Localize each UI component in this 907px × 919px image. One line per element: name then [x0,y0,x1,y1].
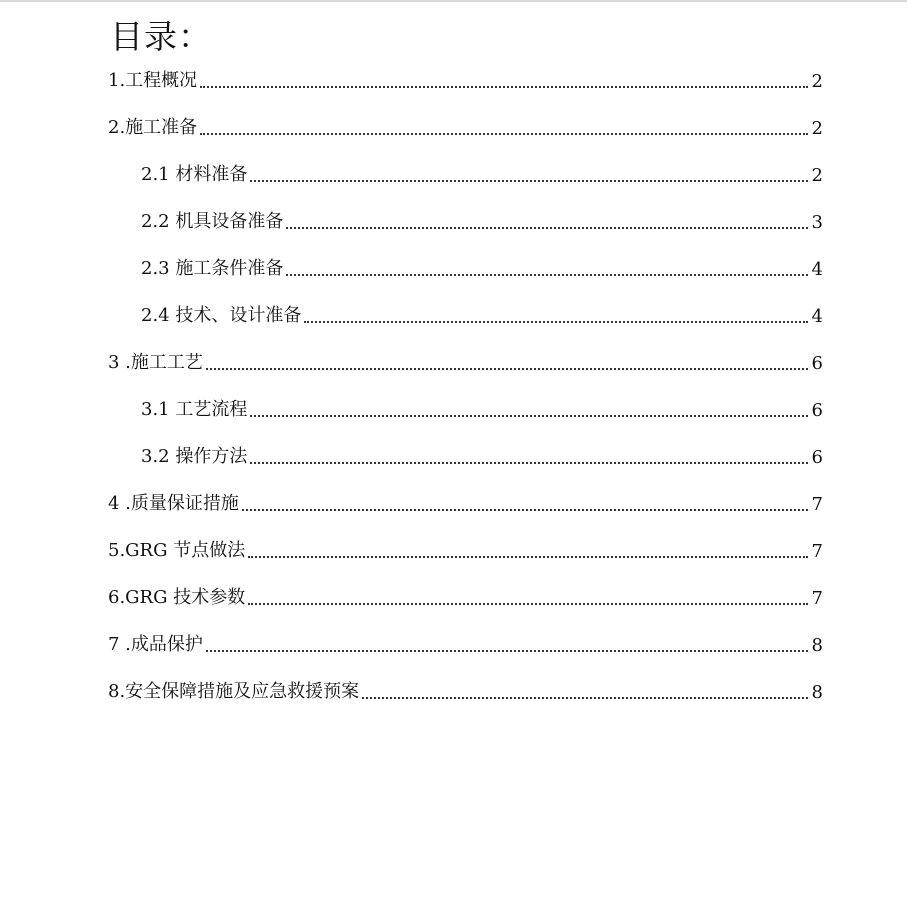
table-of-contents [108,14,823,711]
dot-leader [286,274,808,276]
toc-entry-label: 2.4 技术、设计准备 [141,305,302,326]
toc-page-number: 4 [811,259,823,280]
toc-page-number: 4 [811,306,823,327]
dot-leader [242,509,808,511]
toc-entry-label: 2.3 施工条件准备 [141,258,284,279]
toc-page-number: 2 [811,165,823,186]
toc-entry-5[interactable] [108,523,823,570]
page-top-border [0,0,907,2]
toc-entry-2-3[interactable] [108,241,823,288]
toc-entry-3[interactable] [108,335,823,382]
toc-entry-label: 7 .成品保护 [108,634,203,655]
toc-entry-3-2[interactable] [108,429,823,476]
dot-leader [248,603,808,605]
toc-page-number: 7 [811,588,823,609]
dot-leader [200,86,808,88]
toc-entry-label: 3 .施工工艺 [108,352,203,373]
toc-page-number: 2 [811,118,823,139]
toc-page-number: 6 [811,447,823,468]
toc-entry-3-1[interactable] [108,382,823,429]
toc-entry-2-2[interactable] [108,194,823,241]
toc-page-number: 6 [811,400,823,421]
toc-entry-6[interactable] [108,570,823,617]
toc-entry-2-1[interactable] [108,147,823,194]
dot-leader [250,415,808,417]
toc-entry-label: 6.GRG 技术参数 [108,587,246,608]
dot-leader [362,697,808,699]
toc-list [108,60,823,711]
toc-entry-label: 1.工程概况 [108,70,198,91]
toc-entry-label: 5.GRG 节点做法 [108,540,246,561]
toc-page-number: 2 [811,71,823,92]
toc-entry-8[interactable] [108,664,823,711]
toc-entry-7[interactable] [108,617,823,664]
dot-leader [250,180,808,182]
toc-entry-2-4[interactable] [108,288,823,335]
toc-page-number: 7 [811,494,823,515]
toc-entry-2[interactable] [108,100,823,147]
toc-entry-4[interactable] [108,476,823,523]
dot-leader [200,133,808,135]
dot-leader [206,650,808,652]
toc-title: 目录： [110,17,212,56]
dot-leader [304,321,808,323]
toc-page-number: 6 [811,353,823,374]
toc-entry-label: 4 .质量保证措施 [108,493,239,514]
toc-entry-label: 8.安全保障措施及应急救援预案 [108,681,360,702]
toc-page-number: 8 [811,635,823,656]
dot-leader [248,556,808,558]
toc-entry-label: 2.1 材料准备 [141,164,248,185]
dot-leader [250,462,808,464]
toc-entry-1[interactable] [108,60,823,100]
toc-entry-label: 2.2 机具设备准备 [141,211,284,232]
toc-entry-label: 2.施工准备 [108,117,198,138]
toc-entry-label: 3.2 操作方法 [141,446,248,467]
toc-page-number: 3 [811,212,823,233]
dot-leader [206,368,808,370]
toc-page-number: 7 [811,541,823,562]
toc-page-number: 8 [811,682,823,703]
toc-entry-label: 3.1 工艺流程 [141,399,248,420]
dot-leader [286,227,808,229]
